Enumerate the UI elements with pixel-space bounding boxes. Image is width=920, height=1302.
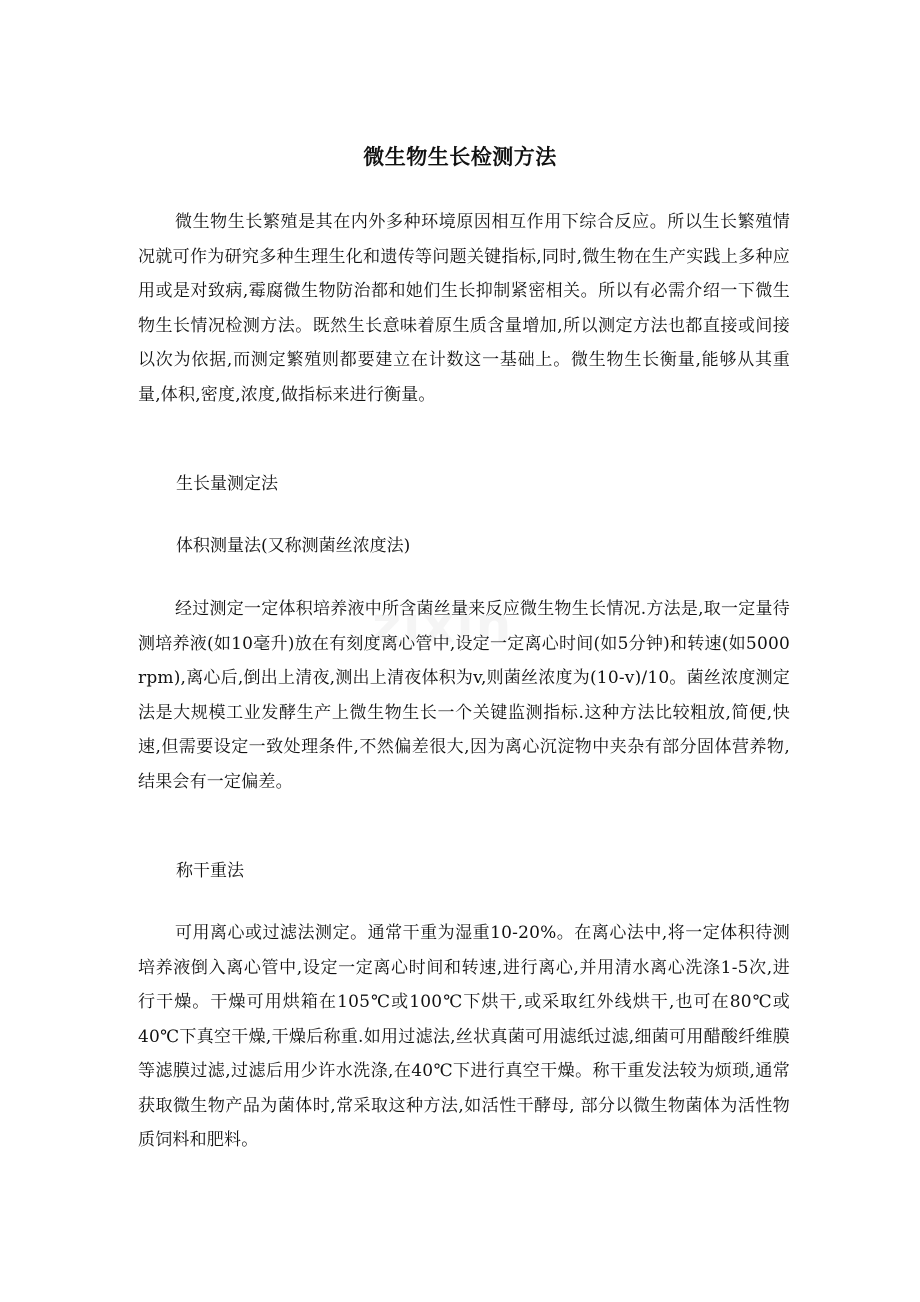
volume-method-paragraph: 经过测定一定体积培养液中所含菌丝量来反应微生物生长情况.方法是,取一定量待测培养液(如10毫升)放在有刻度离心管中,设定一定离心时间(如5分钟)和转速(如5000 rpm),离心后,倒出上清夜,测出上清夜体积为v,则菌丝浓度为(10-v)/10。菌丝浓度测定法是大规模工业发酵生产上微生物生长一个关键监测指标.这种方法比较粗放,简便,快速,但需要设定一致处理条件,不然偏差很大,因为离心沉淀物中夹杂有部分固体营养物,结果会有一定偏差。 <box>138 599 790 792</box>
dry-weight-method-paragraph: 可用离心或过滤法测定。通常干重为湿重10-20%。在离心法中,将一定体积待测培养液倒入离心管中,设定一定离心时间和转速,进行离心,并用清水离心洗涤1-5次,进行干燥。干燥可用烘箱在105℃或100℃下烘干,或采取红外线烘干,也可在80℃或40℃下真空干燥,干燥后称重.如用过滤法,丝状真菌可用滤纸过滤,细菌可用醋酸纤维膜等滤膜过滤,过滤后用少许水洗涤,在40℃下进行真空干燥。称干重发法较为烦琐,通常获取微生物产品为菌体时,常采取这种方法,如活性干酵母, 部分以微生物菌体为活性物质饲料和肥料。 <box>138 923 790 1150</box>
document-title: 微生物生长检测方法 <box>363 145 557 169</box>
subsection-heading-volume-method: 体积测量法(又称测菌丝浓度法) <box>176 536 411 556</box>
intro-paragraph: 微生物生长繁殖是其在内外多种环境原因相互作用下综合反应。所以生长繁殖情况就可作为研究多种生理生化和遗传等问题关键指标,同时,微生物在生产实践上多种应用或是对致病,霉腐微生物防治都和她们生长抑制紧密相关。所以有必需介绍一下微生物生长情况检测方法。既然生长意味着原生质含量增加,所以测定方法也都直接或间接以次为依据,而测定繁殖则都要建立在计数这一基础上。微生物生长衡量,能够从其重量,体积,密度,浓度,做指标来进行衡量。 <box>138 212 790 405</box>
section-heading-growth-measurement: 生长量测定法 <box>176 474 278 494</box>
subsection-heading-dry-weight-method: 称干重法 <box>176 861 244 881</box>
